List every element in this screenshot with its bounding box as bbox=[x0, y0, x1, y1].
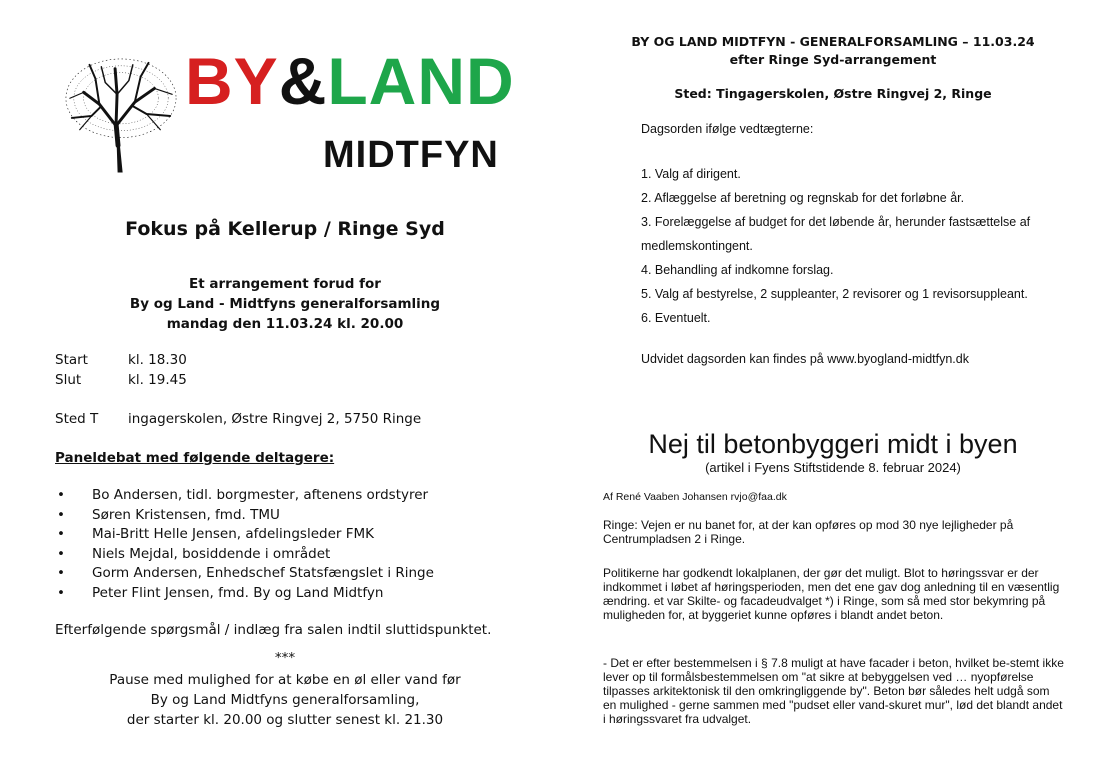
list-item: • Mai-Britt Helle Jensen, afdelingsleder FMK bbox=[55, 525, 434, 545]
list-item: 3. Forelæggelse af budget for det løbende år, herunder fastsættelse af medlemskontingent. bbox=[641, 215, 1031, 253]
start-label: Start bbox=[55, 352, 88, 368]
event-title: Fokus på Kellerup / Ringe Syd bbox=[125, 218, 445, 240]
article-paragraph: Politikerne har godkendt lokalplanen, der gør det muligt. Blot to høringssvar er der indkommet i løbet af høringsperioden, men det ene gav dog anledning til en væsentlig ændring. et var Skilte- og facadeudvalget *) i Ringe, som så med stor bekymring på muligheden for, at byggeriet kunne opføres i blandt andet beton. bbox=[603, 566, 1060, 622]
pause-line: der starter kl. 20.00 og slutter senest kl. 21.30 bbox=[126, 712, 444, 728]
panel-list bbox=[55, 486, 434, 603]
article-byline: Af René Vaaben Johansen rvjo@faa.dk bbox=[603, 491, 787, 503]
list-item: 5. Valg af bestyrelse, 2 suppleanter, 2 revisorer og 1 revisorsuppleant. bbox=[641, 287, 1028, 301]
list-item: 1. Valg af dirigent. bbox=[641, 167, 741, 181]
extended-agenda-link-text: Udvidet dagsorden kan findes på www.byogland-midtfyn.dk bbox=[641, 352, 969, 366]
meeting-subheading: efter Ringe Syd-arrangement bbox=[729, 52, 937, 67]
separator-stars: *** bbox=[274, 650, 296, 666]
start-value: kl. 18.30 bbox=[128, 352, 187, 368]
article-subtitle: (artikel i Fyens Stiftstidende 8. februar 2024) bbox=[705, 460, 961, 475]
list-item: 4. Behandling af indkomne forslag. bbox=[641, 263, 834, 277]
efter-text: Efterfølgende spørgsmål / indlæg fra salen indtil sluttidspunktet. bbox=[55, 622, 492, 638]
list-item: 6. Eventuelt. bbox=[641, 311, 711, 325]
sted-row bbox=[55, 409, 421, 429]
slut-label: Slut bbox=[55, 372, 82, 388]
list-item: • Niels Mejdal, bosiddende i området bbox=[55, 545, 434, 565]
start-row bbox=[55, 350, 187, 370]
article-paragraph: Ringe: Vejen er nu banet for, at der kan opføres op mod 30 nye lejligheder på Centrumpladsen 2 i Ringe. bbox=[603, 518, 1014, 546]
slut-row bbox=[55, 370, 187, 390]
list-item: 2. Aflæggelse af beretning og regnskab for det forløbne år. bbox=[641, 191, 965, 205]
meeting-heading: BY OG LAND MIDTFYN - GENERALFORSAMLING – 11.03.24 bbox=[631, 34, 1035, 49]
intro-line: Et arrangement forud for bbox=[189, 276, 381, 292]
list-item: • Søren Kristensen, fmd. TMU bbox=[55, 506, 434, 526]
article-title: Nej til betonbyggeri midt i byen bbox=[648, 429, 1018, 459]
event-intro bbox=[0, 274, 570, 334]
list-item: • Peter Flint Jensen, fmd. By og Land Midtfyn bbox=[55, 584, 434, 604]
list-item: • Gorm Andersen, Enhedschef Statsfængslet i Ringe bbox=[55, 564, 434, 584]
logo-wordmark bbox=[185, 44, 515, 118]
list-item: • Bo Andersen, tidl. borgmester, aftenens ordstyrer bbox=[55, 486, 434, 506]
pause-line: Pause med mulighed for at købe en øl eller vand før bbox=[109, 672, 461, 688]
logo-by: BY bbox=[185, 44, 279, 118]
sted-label: Sted T bbox=[55, 411, 99, 427]
panel-heading: Paneldebat med følgende deltagere: bbox=[55, 450, 335, 466]
logo-midtfyn: MIDTFYN bbox=[323, 134, 499, 176]
pause-line: By og Land Midtfyns generalforsamling, bbox=[150, 692, 420, 708]
pause-text bbox=[0, 670, 570, 730]
tree-logo-icon bbox=[62, 55, 180, 173]
agenda-list bbox=[641, 162, 1081, 330]
article-paragraph: - Det er efter bestemmelsen i § 7.8 muligt at have facader i beton, hvilket be-stemt ikke lever op til formålsbestemmelsen om "at sikre at bebyggelsen ved … nyopførelse tilpasses arkitektonisk til den omkringliggende by". Beton bør således helt udgå som en mulighed - gerne sammen med "pudset eller vand-skuret mur", lød det blandt andet i høringssvaret fra udvalget. bbox=[603, 656, 1064, 726]
agenda-label: Dagsorden ifølge vedtægterne: bbox=[641, 122, 814, 136]
sted-value: ingagerskolen, Østre Ringvej 2, 5750 Ringe bbox=[128, 411, 422, 427]
logo-ampersand: & bbox=[278, 44, 328, 118]
intro-line: By og Land - Midtfyns generalforsamling bbox=[129, 296, 441, 312]
logo-land: LAND bbox=[327, 44, 515, 118]
meeting-location: Sted: Tingagerskolen, Østre Ringvej 2, Ringe bbox=[674, 86, 992, 101]
intro-line: mandag den 11.03.24 kl. 20.00 bbox=[166, 316, 404, 332]
slut-value: kl. 19.45 bbox=[128, 372, 187, 388]
